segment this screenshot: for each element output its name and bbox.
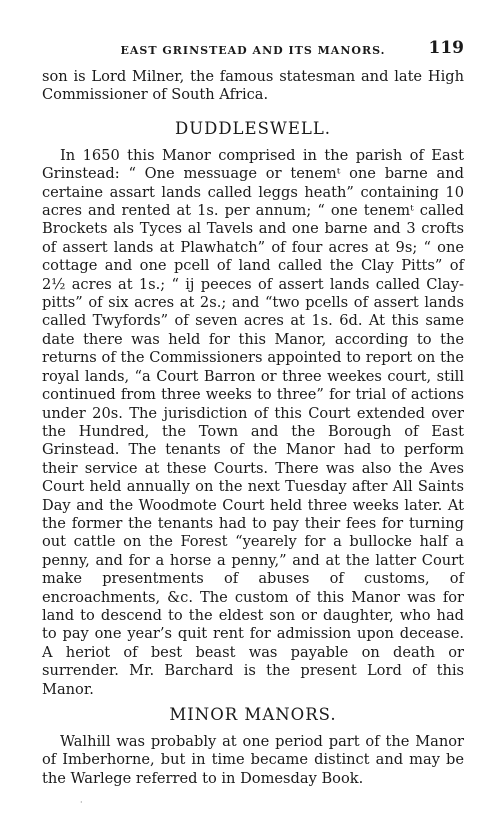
continuation-paragraph: son is Lord Milner, the famous statesman and late High Commissioner of South Africa.	[42, 68, 464, 104]
page-number: 119	[428, 38, 464, 58]
running-title: EAST GRINSTEAD AND ITS MANORS.	[120, 44, 386, 57]
section-heading-duddleswell: DUDDLESWELL.	[174, 118, 332, 138]
paragraph-duddleswell: In 1650 this Manor comprised in the parish of East Grinstead: “ One messuage or tenemᵗ one barne and certaine assart lands called leggs heath” containing 10 acres and rented at 1s. per annum; “ one tenemᵗ called Brockets als Tyces al Tavels and one barne and 3 crofts of assert lands at Plawhatch” of four acres at 9s; “ one cottage and one pcell of land called the Clay Pitts” of 2½ acres at 1s.; “ ij peeces of assert lands called Clay-pitts” of six acres at 2s.; and “two pcells of assert lands called Twyfords” of seven acres at 1s. 6d. At this same date there was held for this Manor, according to the returns of the Commissioners appointed to report on the royal lands, “a Court Barron or three weekes court, still continued from three weeks to three” for trial of actions under 20s. The jurisdiction of this Court extended over the Hundred, the Town and the Borough of East Grinstead. The tenants of the Manor had to perform their service at these Courts. There was also the Aves Court held annually on the next Tuesday after All Saints Day and the Woodmote Court held three weeks later. At the former the tenants had to pay their fees for turning out cattle on the Forest “yearely for a bullocke half a penny, and for a horse a penny,” and at the latter Court make presentments of abuses of customs, of encroachments, &c. The custom of this Manor was for land to descend to the eldest son or daughter, who had to pay one year’s quit rent for admission upon decease. A heriot of best beast was payable on death or surrender. Mr. Barchard is the present Lord of this Manor.	[42, 146, 464, 698]
footer-mark: ·	[80, 798, 83, 807]
section-heading-minor-manors: MINOR MANORS.	[169, 705, 337, 724]
running-head	[42, 38, 464, 64]
paragraph-minor-manors: Walhill was probably at one period part of the Manor of Imberhorne, but in time became distinct and may be the Warlege referred to in Domesday Book.	[42, 733, 464, 787]
